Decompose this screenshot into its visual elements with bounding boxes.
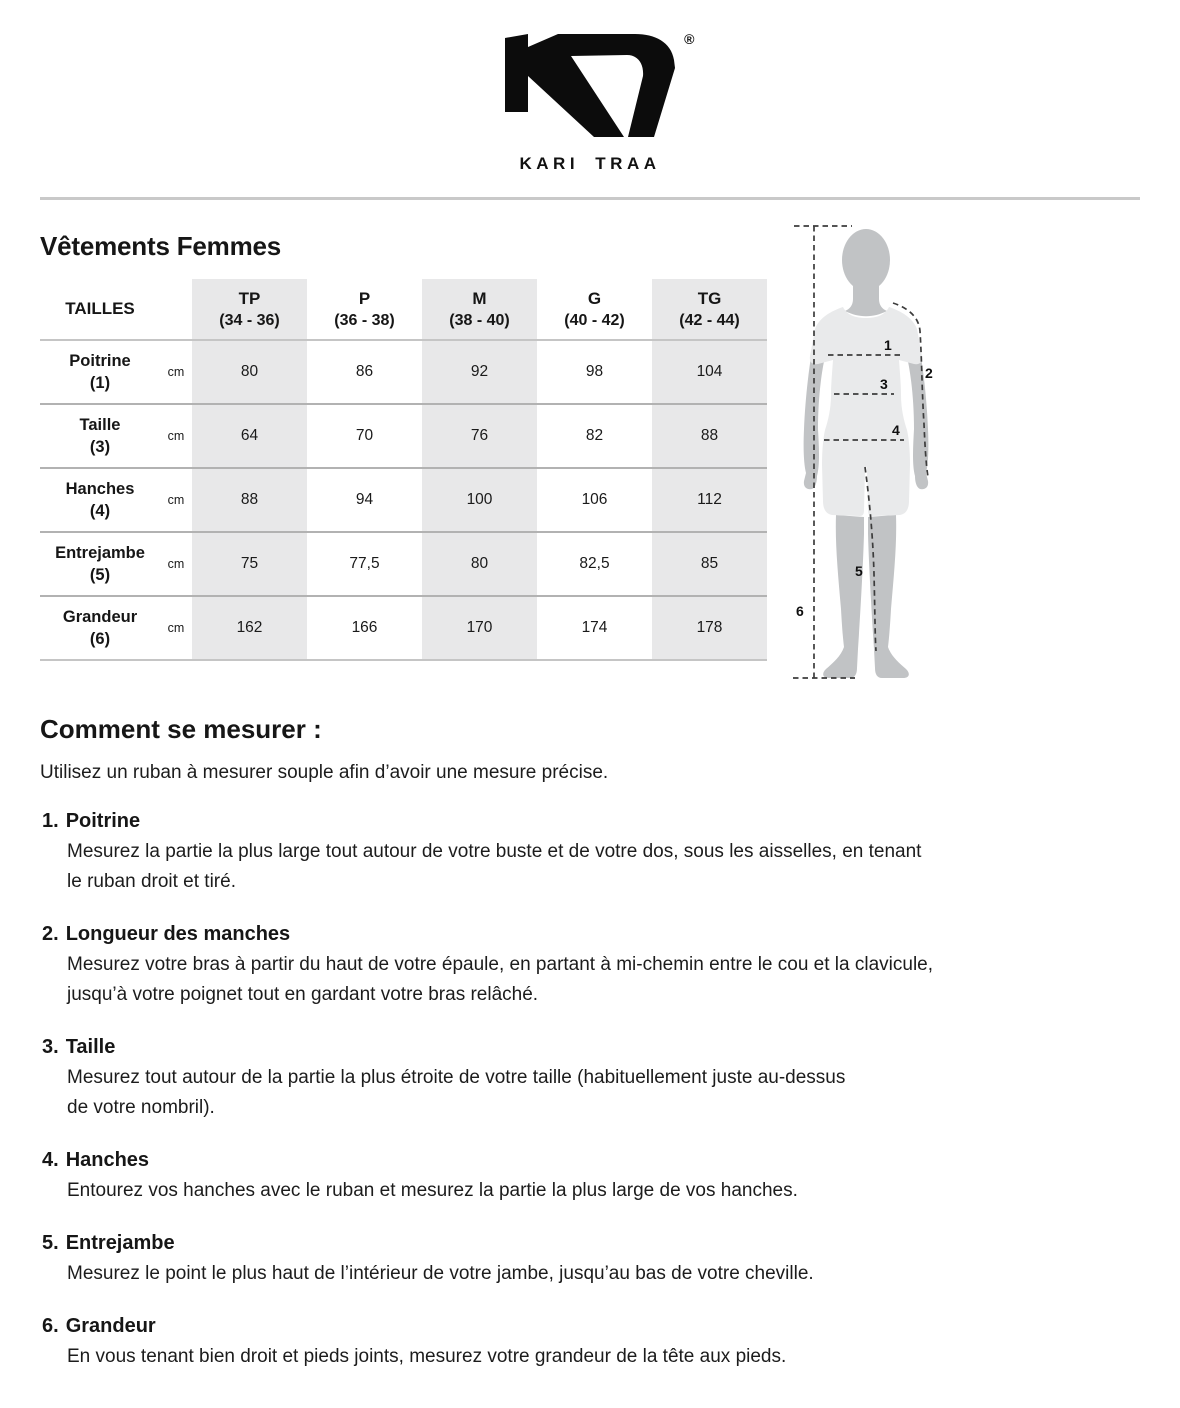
row-label-number: (5) [89,566,111,584]
table-row-poitrine [40,340,767,404]
measure-item-heading [42,1149,1140,1172]
value-cell: 88 [652,404,767,468]
row-label [40,404,160,468]
value-cell: 92 [422,340,537,404]
measure-line: le ruban droit et tiré. [67,871,236,892]
measure-item-number: 1. [42,810,59,832]
registered-trademark: ® [684,31,695,47]
measure-line: Entourez vos hanches avec le ruban et mesurez la partie la plus large de vos hanches. [67,1180,798,1201]
measure-item-number: 3. [42,1036,59,1058]
measure-item-heading [42,810,1140,833]
measure-item-number: 2. [42,923,59,945]
figure-label-waist: 3 [880,376,888,392]
value-cell: 166 [351,619,378,636]
measure-item-poitrine [40,810,1140,897]
size-name: TG [697,288,722,308]
measure-item-heading [42,1232,1140,1255]
measure-item-hanches [40,1149,1140,1206]
measure-item-name: Grandeur [65,1315,156,1337]
brand-logo [505,31,695,174]
value-cell: 64 [192,404,307,468]
table-row-grandeur [40,596,767,660]
figure-label-hips: 4 [892,422,900,438]
size-name: G [587,288,602,308]
unit-cell: cm [167,365,185,379]
row-label-name: Hanches [65,480,135,498]
size-range: (38 - 40) [449,311,510,329]
size-name: TP [238,288,261,308]
row-label-number: (3) [89,438,111,456]
value-cell: 80 [422,532,537,596]
size-column-header-p [307,279,422,340]
unit-cell: cm [167,429,185,443]
size-table-header-row [40,279,767,340]
size-table [40,279,767,661]
measure-item-name: Poitrine [65,810,141,832]
page-content [0,231,1180,1408]
row-label-name: Entrejambe [55,544,145,562]
unit-cell: cm [167,621,185,635]
value-cell: 106 [581,491,608,508]
value-cell: 104 [652,340,767,404]
row-label-number: (4) [89,502,111,520]
measure-item-name: Taille [65,1036,116,1058]
how-to-measure-title: Comment se mesurer : [40,714,322,744]
value-cell: 94 [355,491,374,508]
value-cell: 88 [192,468,307,532]
row-label [40,468,160,532]
size-column-header-m [422,279,537,340]
row-label-name: Grandeur [62,608,138,626]
size-range: (40 - 42) [564,311,625,329]
sizes-header-label: TAILLES [65,299,135,318]
table-row-entrejambe [40,532,767,596]
value-cell: 82 [585,427,604,444]
figure-label-chest: 1 [884,337,892,353]
value-cell: 100 [422,468,537,532]
measure-line: Mesurez la partie la plus large tout autour de votre buste et de votre dos, sous les aisselles, en tenant [67,841,922,862]
header-divider [40,197,1140,200]
measure-item-number: 4. [42,1149,59,1171]
value-cell: 170 [422,596,537,660]
row-label-number: (1) [89,374,111,392]
measure-item-number: 5. [42,1232,59,1254]
row-label-name: Taille [79,416,121,434]
page-header [0,0,1180,174]
value-cell: 178 [652,596,767,660]
size-range: (34 - 36) [219,311,280,329]
row-label [40,596,160,660]
row-label-number: (6) [89,630,111,648]
measure-item-name: Entrejambe [65,1232,175,1254]
size-range: (42 - 44) [679,311,740,329]
body-figure-icon [781,219,953,689]
measure-line: En vous tenant bien droit et pieds joints, mesurez votre grandeur de la tête aux pieds. [67,1346,787,1367]
size-column-header-tg [652,279,767,340]
value-cell: 70 [355,427,374,444]
figure-right-leg [868,515,909,678]
figure-label-height: 6 [796,603,804,619]
kari-traa-kt-logo-icon [505,34,676,141]
value-cell: 98 [585,363,604,380]
row-label [40,532,160,596]
figure-label-inseam: 5 [855,563,863,579]
unit-cell: cm [167,493,185,507]
measure-item-name: Hanches [65,1149,150,1171]
how-to-measure-intro: Utilisez un ruban à mesurer souple afin d’avoir une mesure précise. [40,762,609,783]
brand-name: KARI TRAA [519,154,661,173]
measure-item-heading [42,1036,1140,1059]
measure-line: Mesurez le point le plus haut de l’intérieur de votre jambe, jusqu’au bas de votre cheville. [67,1263,814,1284]
unit-header-cell [160,279,192,340]
unit-cell: cm [167,557,185,571]
size-range: (36 - 38) [334,311,395,329]
measure-line: Mesurez tout autour de la partie la plus étroite de votre taille (habituellement juste au-dessus [67,1067,846,1088]
size-name: P [358,288,371,308]
measure-line: Mesurez votre bras à partir du haut de votre épaule, en partant à mi-chemin entre le cou et la clavicule, [67,954,934,975]
measure-item-manches [40,923,1140,1010]
figure-clothes [810,307,922,516]
measure-item-heading [42,923,1140,946]
size-column-header-g [537,279,652,340]
figure-label-sleeve: 2 [925,365,933,381]
measure-line: de votre nombril). [67,1097,215,1118]
logo-left-bar [505,34,528,112]
size-chart-section [40,231,1140,661]
measure-item-entrejambe [40,1232,1140,1289]
measure-item-number: 6. [42,1315,59,1337]
value-cell: 82,5 [579,555,610,572]
value-cell: 86 [355,363,374,380]
value-cell: 80 [192,340,307,404]
measure-item-heading [42,1315,1140,1338]
figure-head [842,229,890,291]
logo-arch-diagonal [528,34,675,137]
how-to-measure-section [40,714,1140,1408]
value-cell: 77,5 [349,555,380,572]
table-row-taille [40,404,767,468]
value-cell: 162 [192,596,307,660]
measure-item-name: Longueur des manches [65,923,291,945]
measure-line: jusqu’à votre poignet tout en gardant votre bras relâché. [67,984,539,1005]
figure-left-leg [823,515,864,678]
measure-item-taille [40,1036,1140,1123]
size-name: M [472,288,487,308]
value-cell: 76 [422,404,537,468]
measurement-figure [781,219,953,694]
row-label [40,340,160,404]
value-cell: 85 [652,532,767,596]
size-chart-title: Vêtements Femmes [40,231,282,261]
measure-item-grandeur [40,1315,1140,1372]
size-column-header-tp [192,279,307,340]
value-cell: 75 [192,532,307,596]
value-cell: 174 [581,619,608,636]
table-row-hanches [40,468,767,532]
value-cell: 112 [652,468,767,532]
row-label-name: Poitrine [69,352,131,370]
